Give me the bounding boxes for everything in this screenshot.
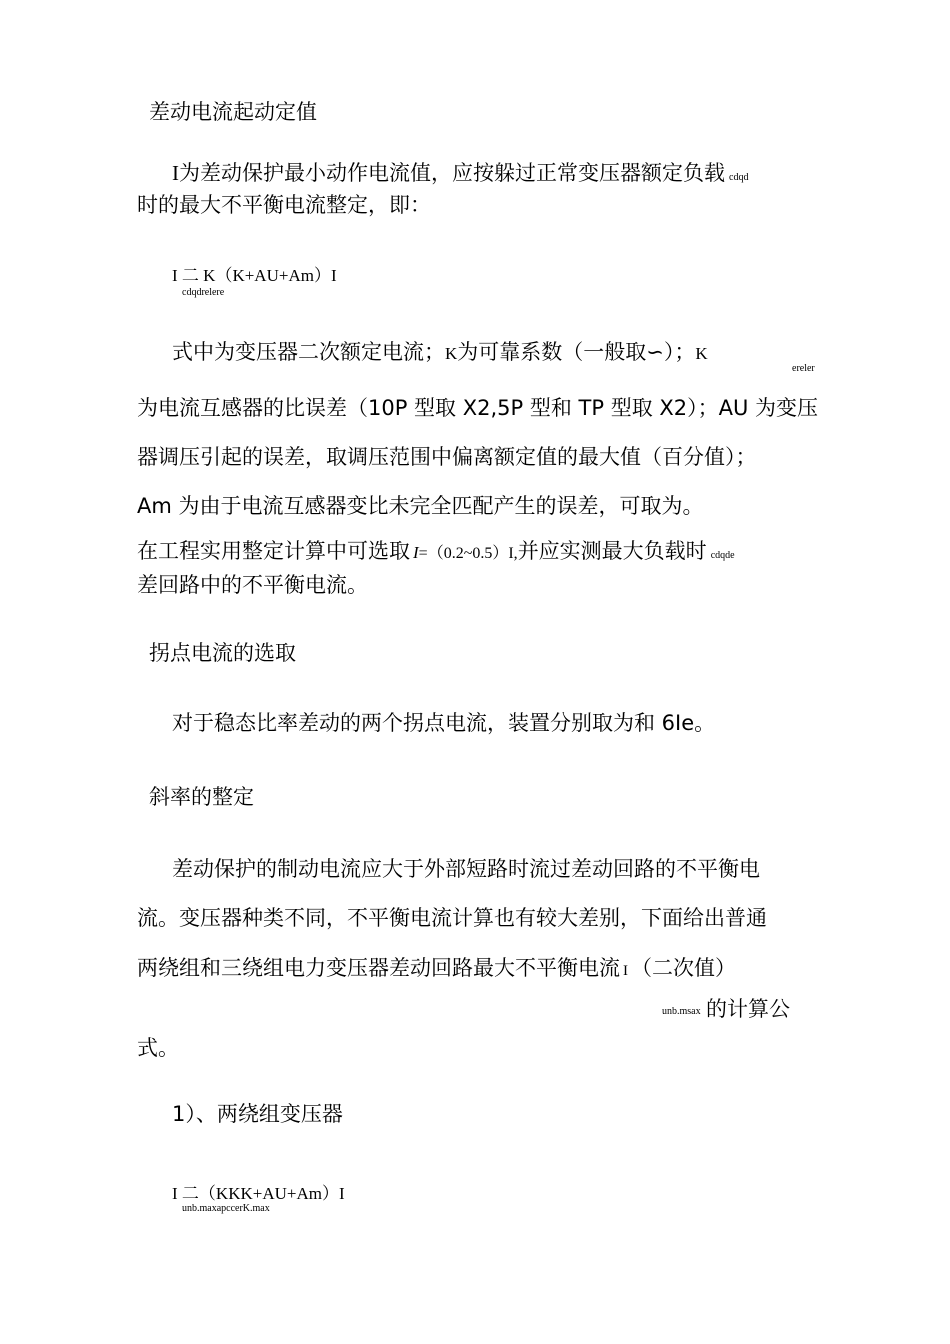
- para1-line1: [172, 159, 748, 187]
- item-two-winding-transformer: 1）、两绕组变压器: [172, 1102, 343, 1126]
- equation-1: I 二 K（K+AU+Am）I: [172, 266, 337, 285]
- para1-line1-text: 为差动保护最小动作电流值，应按躲过正常变压器额定负载: [179, 161, 725, 185]
- para2-line1: [172, 338, 708, 368]
- para2-line2: 为电流互感器的比误差（10P 型取 X2,5P 型和 TP 型取 X2）；AU 为变压: [137, 396, 819, 420]
- para5-line2: 流。变压器种类不同，不平衡电流计算也有较大差别，下面给出普通: [137, 906, 767, 930]
- para5-line4: 的计算公: [706, 997, 790, 1021]
- para4-line1: 对于稳态比率差动的两个拐点电流，装置分别取为和 6Ie。: [172, 711, 716, 735]
- subscript-unb-msax: unb.msax: [662, 1006, 701, 1017]
- para2-line4: Am 为由于电流互感器变比未完全匹配产生的误差，可取为。: [137, 494, 704, 518]
- section-heading-inflection-current: 拐点电流的选取: [149, 641, 296, 665]
- para2-line1-a: 式中为变压器二次额定电流；: [172, 340, 445, 364]
- equation-2: I 二（KKK+AU+Am）I: [172, 1184, 345, 1203]
- section-heading-differential-start: 差动电流起动定值: [149, 100, 317, 124]
- para3-line1: [137, 537, 735, 568]
- equation-1-subscripts: cdqdrelere: [182, 287, 225, 298]
- para1-line2: 时的最大不平衡电流整定，即：: [137, 193, 431, 217]
- subscript-ereler: ereler: [792, 363, 815, 374]
- section-heading-slope: 斜率的整定: [149, 785, 254, 809]
- para5-line3-a: 两绕组和三绕组电力变压器差动回路最大不平衡电流: [137, 956, 620, 980]
- para5-line1: 差动保护的制动电流应大于外部短路时流过差动回路的不平衡电: [172, 857, 760, 881]
- symbol-i-italic: I: [413, 543, 419, 562]
- para5-line3: [137, 954, 736, 985]
- symbol-i: I: [172, 161, 179, 185]
- para3-line2: 差回路中的不平衡电流。: [137, 573, 368, 597]
- para5-line5: 式。: [137, 1036, 179, 1060]
- para3-line1-b: 并应实测最大负载时: [517, 539, 707, 563]
- equation-2-subscripts: unb.maxapccerK.max: [182, 1203, 270, 1214]
- subscript-cdqd: cdqd: [729, 172, 749, 183]
- para5-line3-b: （二次值）: [631, 956, 736, 980]
- para2-line1-b: 为可靠系数（一般取∽）；: [457, 340, 696, 364]
- symbol-i-unb: I: [623, 963, 628, 979]
- para3-line1-a: 在工程实用整定计算中可选取: [137, 539, 410, 563]
- symbol-k: K: [445, 344, 458, 363]
- symbol-k2: K: [695, 344, 708, 363]
- subscript-cdqde: cdqde: [710, 550, 735, 561]
- para2-line3: 器调压引起的误差，取调压范围中偏离额定值的最大值（百分值）；: [137, 445, 757, 469]
- range-formula: =（0.2~0.5）I,: [418, 545, 518, 562]
